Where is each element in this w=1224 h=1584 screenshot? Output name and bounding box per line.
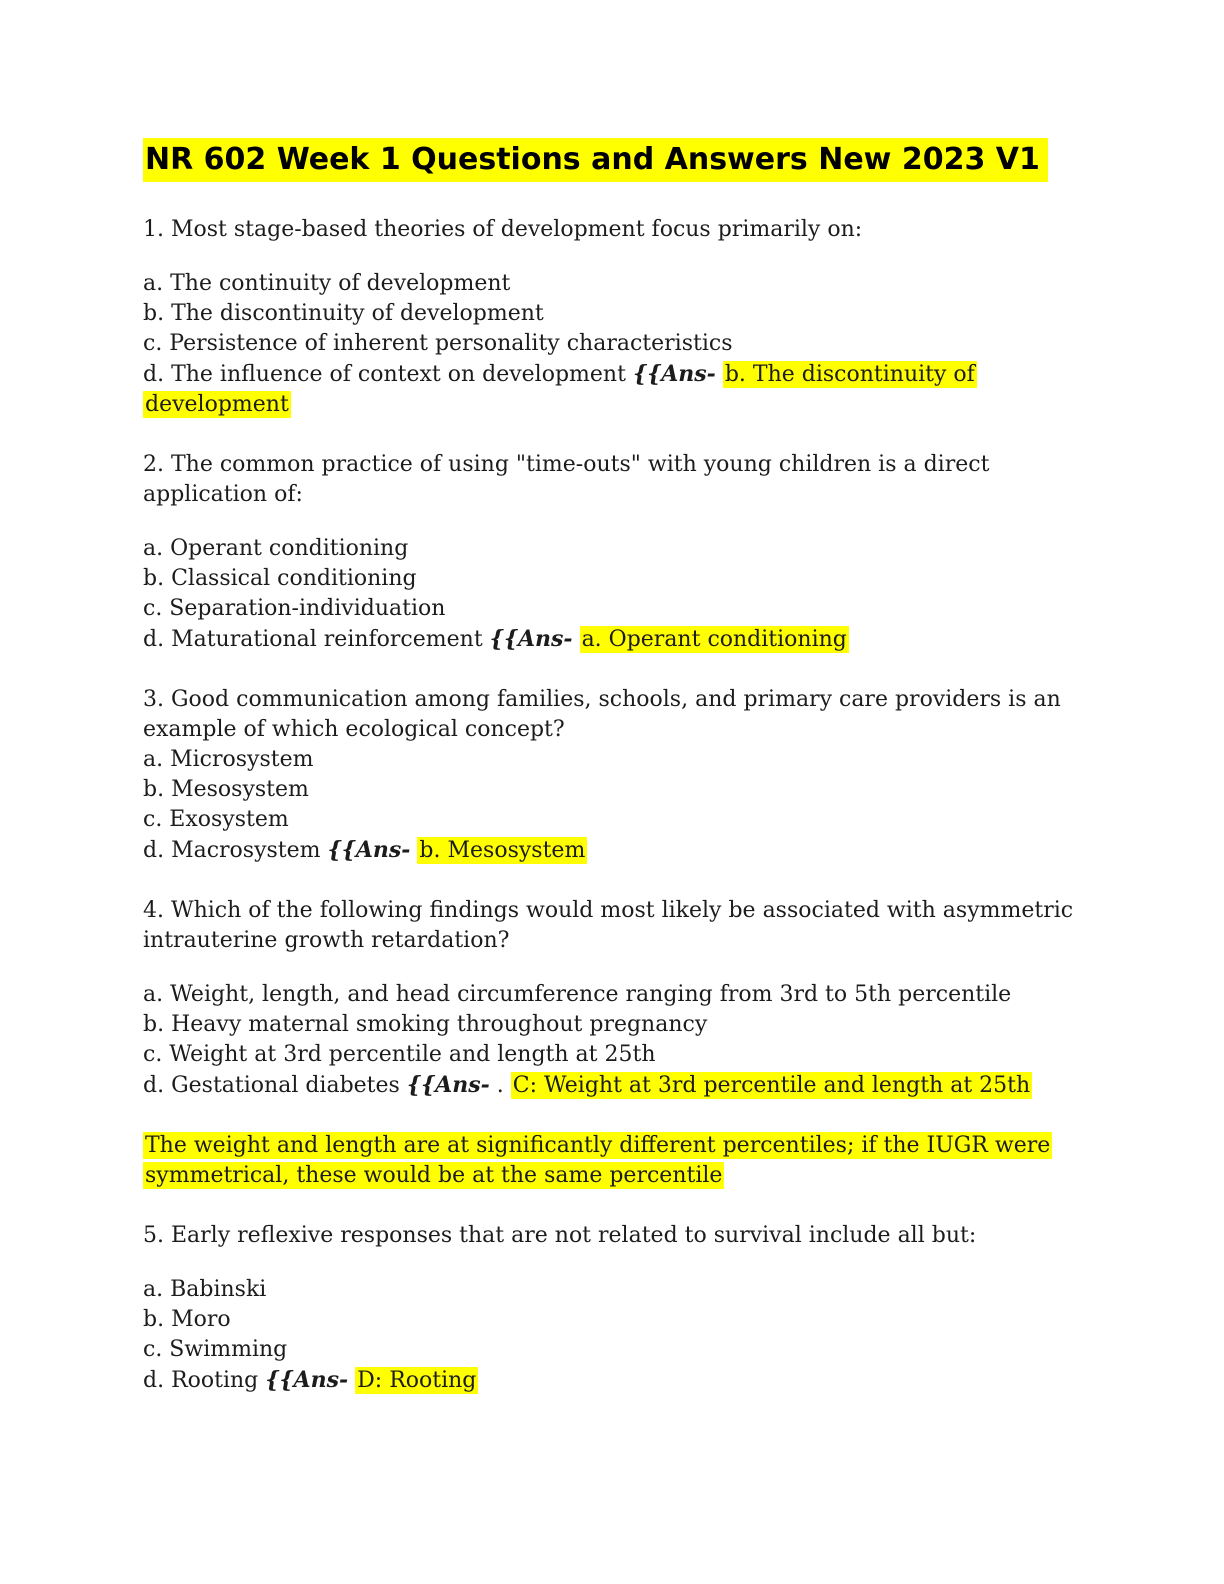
option-b: b. Classical conditioning bbox=[143, 565, 417, 591]
question-5 bbox=[143, 1221, 1080, 1396]
question-4 bbox=[143, 896, 1080, 1191]
option-d-text: d. Macrosystem bbox=[143, 837, 321, 863]
option-a: a. Weight, length, and head circumference ranging from 3rd to 5th percentile bbox=[143, 981, 1012, 1007]
answer-marker: {{Ans- bbox=[489, 625, 573, 652]
option-b: b. Heavy maternal smoking throughout pregnancy bbox=[143, 1011, 708, 1037]
answer-marker: {{Ans- bbox=[265, 1366, 349, 1393]
answer-explanation bbox=[143, 1131, 1080, 1191]
option-d-with-answer bbox=[143, 359, 1080, 420]
option-b: b. Moro bbox=[143, 1306, 231, 1332]
option-a: a. Operant conditioning bbox=[143, 535, 409, 561]
option-a: a. Babinski bbox=[143, 1276, 267, 1302]
option-a: a. The continuity of development bbox=[143, 270, 511, 296]
option-a: a. Microsystem bbox=[143, 746, 314, 772]
question-prompt: 3. Good communication among families, schools, and primary care providers is an example of which ecological concept? bbox=[143, 686, 1061, 742]
option-c: c. Exosystem bbox=[143, 806, 289, 832]
question-prompt: 2. The common practice of using "time-outs" with young children is a direct application of: bbox=[143, 451, 990, 507]
highlighted-answer: D: Rooting bbox=[357, 1367, 477, 1393]
option-d-with-answer bbox=[143, 835, 1080, 866]
question-prompt: 1. Most stage-based theories of development focus primarily on: bbox=[143, 216, 863, 242]
question-prompt: 5. Early reflexive responses that are not related to survival include all but: bbox=[143, 1222, 977, 1248]
option-d-text: d. The influence of context on development bbox=[143, 361, 626, 387]
question-1 bbox=[143, 215, 1080, 420]
option-c: c. Separation-individuation bbox=[143, 595, 446, 621]
option-d-text: d. Gestational diabetes bbox=[143, 1072, 400, 1098]
option-d-with-answer bbox=[143, 1365, 1080, 1396]
highlighted-answer: a. Operant conditioning bbox=[581, 626, 847, 652]
option-b: b. Mesosystem bbox=[143, 776, 309, 802]
option-c: c. Weight at 3rd percentile and length at 25th bbox=[143, 1041, 656, 1067]
page-title bbox=[143, 141, 1080, 179]
option-d-with-answer bbox=[143, 1070, 1080, 1101]
question-3 bbox=[143, 685, 1080, 866]
option-d-with-answer bbox=[143, 624, 1080, 655]
highlighted-answer: b. Mesosystem bbox=[419, 837, 586, 863]
question-prompt: 4. Which of the following findings would most likely be associated with asymmetric intrauterine growth retardation? bbox=[143, 897, 1074, 953]
highlighted-note: The weight and length are at significantly different percentiles; if the IUGR were symmetrical, these would be at the same percentile bbox=[145, 1132, 1051, 1188]
highlighted-answer: b. The discontinuity of development bbox=[145, 361, 975, 417]
question-2 bbox=[143, 450, 1080, 655]
option-d-text: d. Maturational reinforcement bbox=[143, 626, 483, 652]
answer-marker: {{Ans- bbox=[632, 360, 716, 387]
highlighted-answer: C: Weight at 3rd percentile and length at 25th bbox=[512, 1072, 1031, 1098]
option-c: c. Persistence of inherent personality characteristics bbox=[143, 330, 733, 356]
title-highlight: NR 602 Week 1 Questions and Answers New 2023 V1 bbox=[143, 138, 1048, 182]
option-c: c. Swimming bbox=[143, 1336, 288, 1362]
option-d-text: d. Rooting bbox=[143, 1367, 259, 1393]
answer-marker: {{Ans- bbox=[327, 836, 411, 863]
answer-marker: {{Ans- bbox=[406, 1071, 490, 1098]
option-b: b. The discontinuity of development bbox=[143, 300, 544, 326]
answer-prefix: . bbox=[496, 1072, 511, 1098]
